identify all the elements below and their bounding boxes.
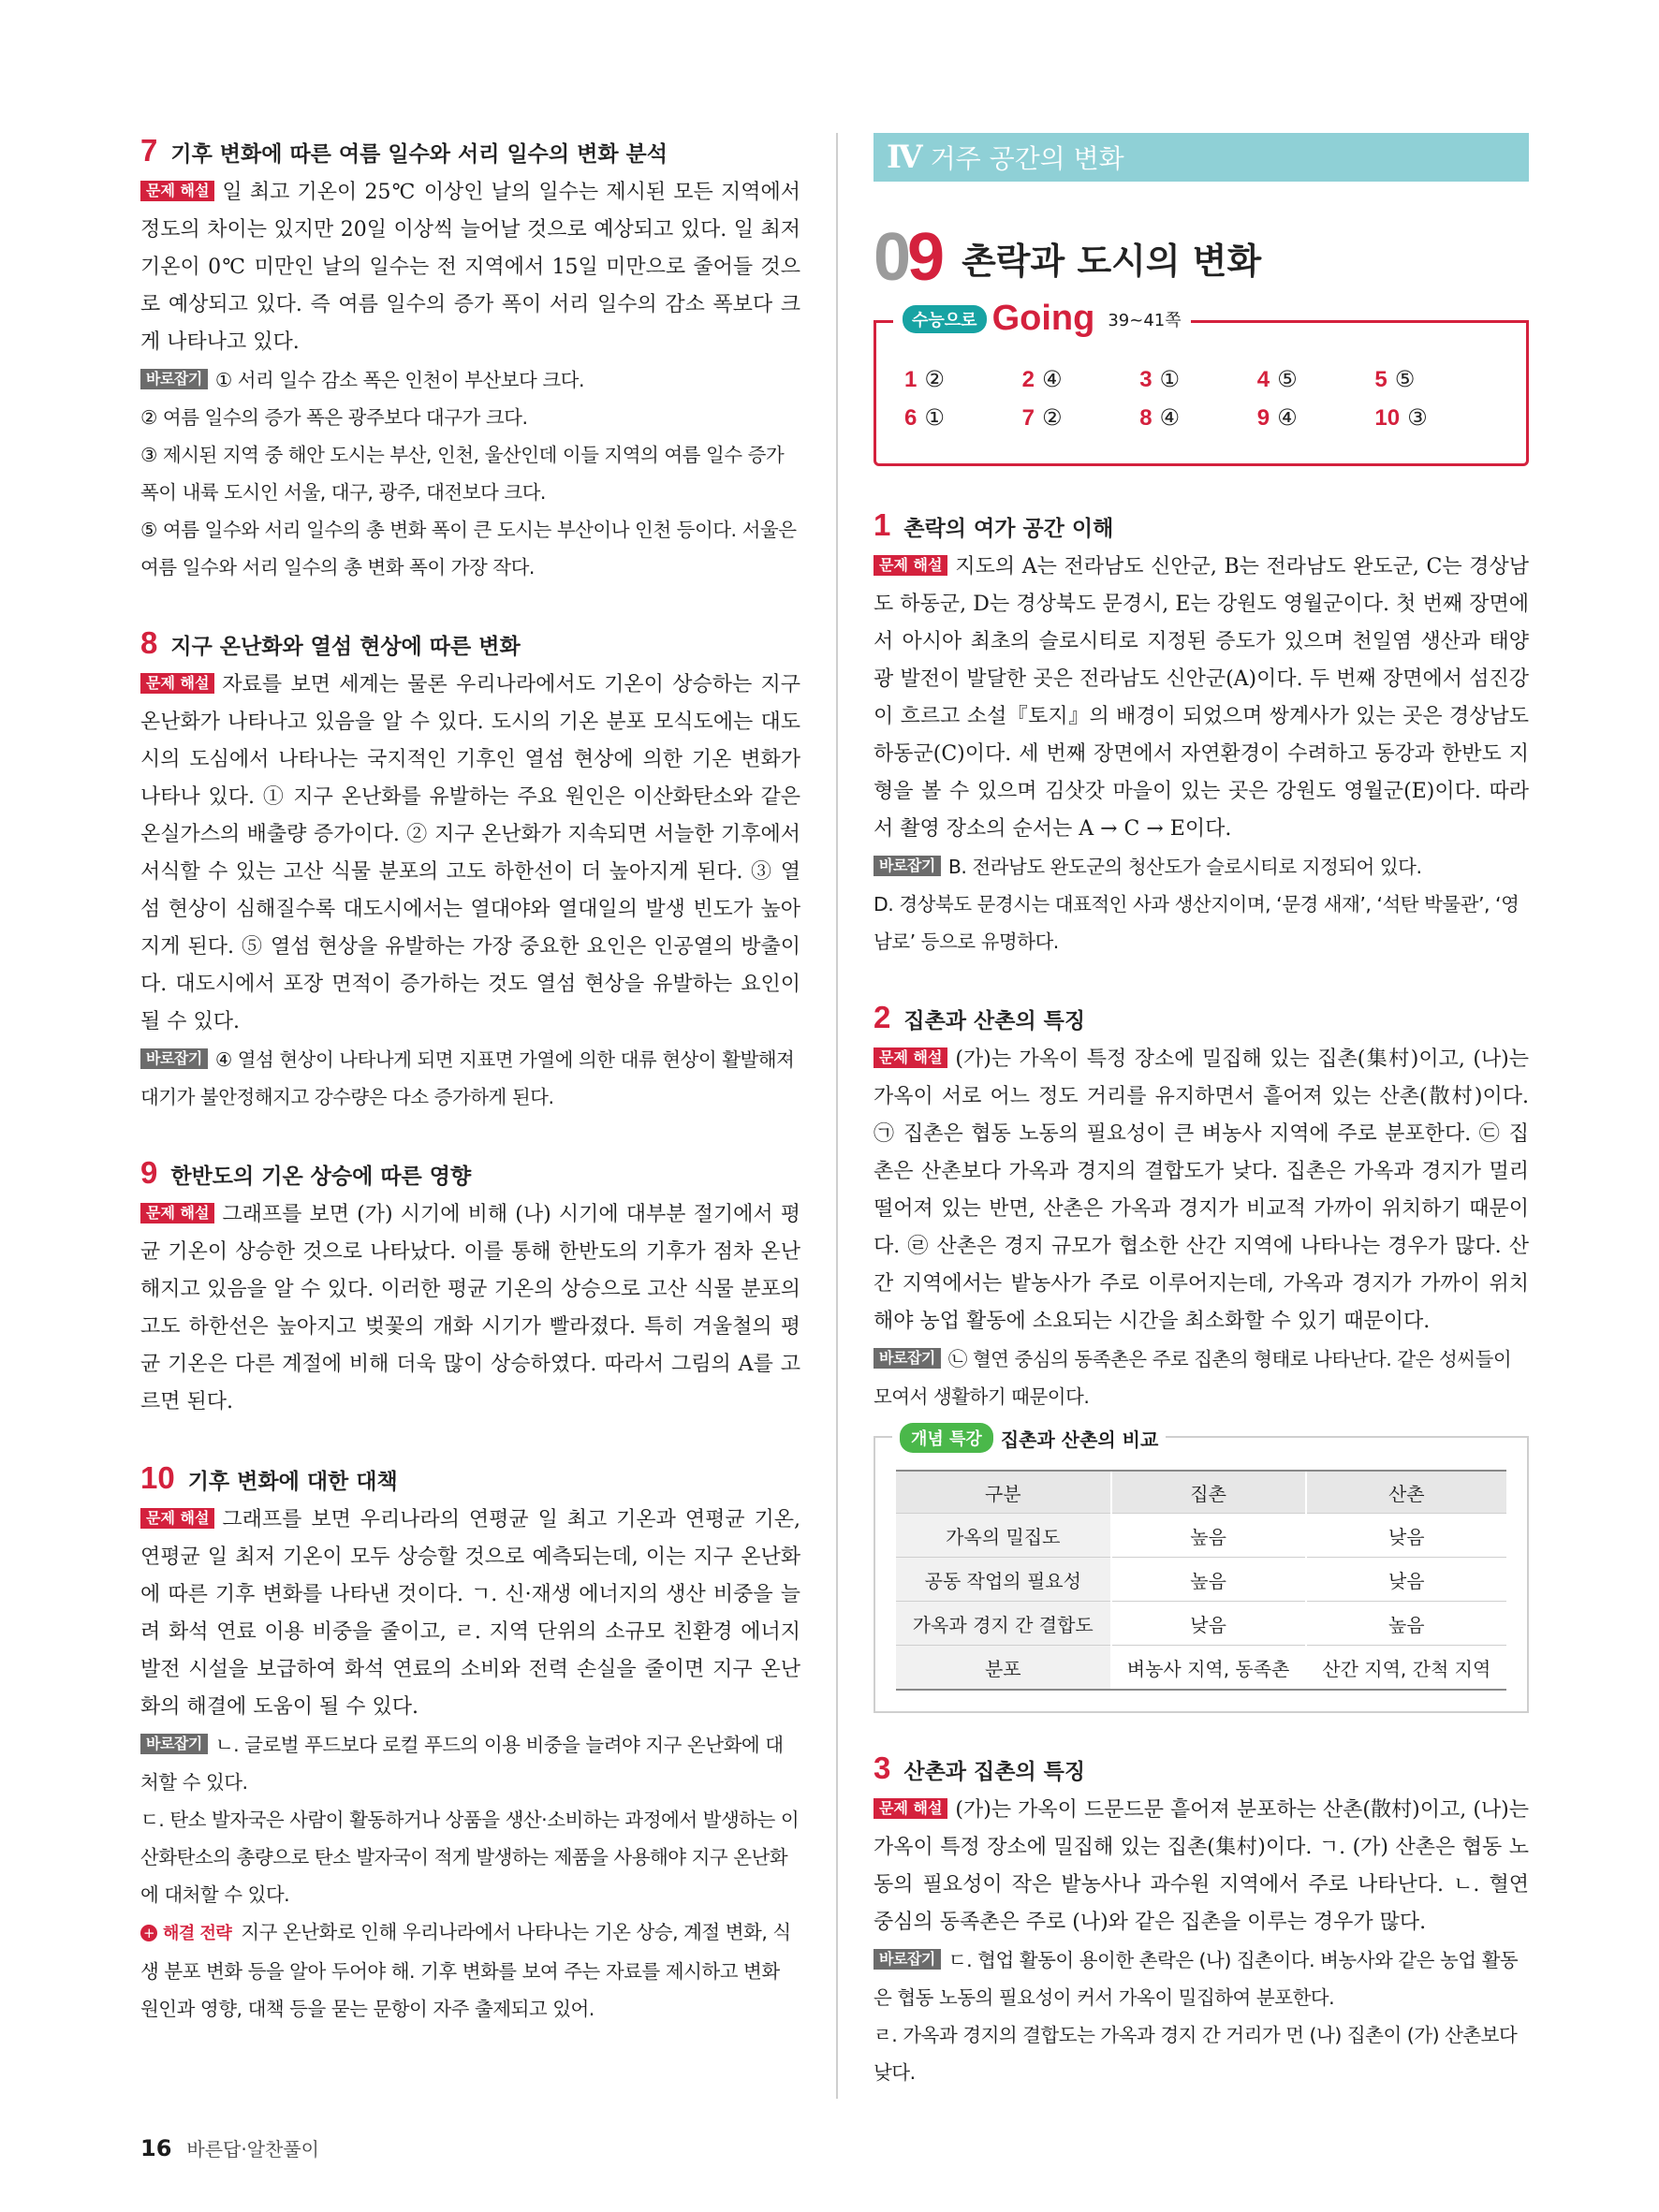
table-cell: 공동 작업의 필요성: [896, 1558, 1111, 1602]
question-number: 9: [140, 1155, 158, 1190]
explanation-text: (가)는 가옥이 드문드문 흩어져 분포하는 산촌(散村)이고, (나)는 가옥이 특정 장소에 밀집해 있는 집촌(集村)이다. ㄱ. (가) 산촌은 협동 노동의 필요성이 작은 밭농사나 과수원 지역에서 주로 나타난다. ㄴ. 혈연 중심의 동족촌은 주로 (나)와 같은 집촌을 이루는 경우가 많다.: [874, 1798, 1529, 1934]
page-number: 16: [140, 2135, 172, 2161]
correction-text: ⑤ 여름 일수와 서리 일수의 총 변화 폭이 큰 도시는 부산이나 인천 등이다. 서울은 여름 일수와 서리 일수의 총 변화 폭이 가장 작다.: [140, 519, 797, 579]
correction-tag: 바로잡기: [874, 1348, 941, 1369]
explanation-text: 자료를 보면 세계는 물론 우리나라에서도 기온이 상승하는 지구 온난화가 나타나고 있음을 알 수 있다. 도시의 기온 분포 모식도에는 대도시의 도심에서 나타나는 국지적인 기후인 열섬 현상에 의한 기온 변화가 나타나 있다. ① 지구 온난화를 유발하는 주요 원인은 이산화탄소와 같은 온실가스의 배출량 증가이다. ② 지구 온난화가 지속되면 서늘한 기후에서 서식할 수 있는 고산 식물 분포의 고도 하한선이 더 높아지게 된다. ③ 열섬 현상이 심해질수록 대도시에서는 열대야와 열대일의 발생 빈도가 높아지게 된다. ⑤ 열섬 현상을 유발하는 가장 중요한 요인은 인공열의 방출이다. 대도시에서 포장 면적이 증가하는 것도 열섬 현상을 유발하는 요인이 될 수 있다.: [140, 673, 800, 1033]
answer-number: 8: [1139, 405, 1152, 431]
correction-text: B. 전라남도 완도군의 청산도가 슬로시티로 지정되어 있다.: [947, 856, 1422, 878]
question-10: [140, 1460, 800, 2028]
question-title: 촌락의 여가 공간 이해: [903, 517, 1114, 541]
answer-item: [1374, 366, 1492, 393]
question-9: [140, 1155, 800, 1421]
strategy-tag: 해결 전략: [163, 1924, 232, 1943]
right-column: [874, 133, 1529, 2131]
answer-choice: ④: [1041, 366, 1063, 392]
answer-number: 10: [1374, 405, 1401, 431]
logo-pill: 수능으로: [903, 305, 987, 333]
answer-item: [1139, 366, 1257, 393]
answer-item: [1022, 366, 1140, 393]
correction-tag: 바로잡기: [874, 856, 941, 876]
table-cell: 낮음: [1306, 1514, 1506, 1558]
explain-tag: 문제 해설: [140, 1508, 214, 1529]
question-title: 기후 변화에 대한 대책: [187, 1470, 398, 1494]
correction-text: ㄷ. 협업 활동이 용이한 촌락은 (나) 집촌이다. 벼농사와 같은 농업 활동은 협동 노동의 필요성이 커서 가옥이 밀집하여 분포한다.: [874, 1949, 1519, 2009]
answer-choice: ④: [1277, 404, 1298, 431]
answer-number: 1: [904, 367, 918, 392]
answer-item: [1257, 404, 1375, 432]
explanation-text: 지도의 A는 전라남도 신안군, B는 전라남도 완도군, C는 경상남도 하동군, D는 경상북도 문경시, E는 강원도 영월군이다. 첫 번째 장면에서 아시아 최초의 슬로시티로 지정된 증도가 있으며 천일염 생산과 태양광 발전이 발달한 곳은 전라남도 신안군(A)이다. 두 번째 장면에서 섬진강이 흐르고 소설『토지』의 배경이 되었으며 쌍계사가 있는 곳은 경상남도 하동군(C)이다. 세 번째 장면에서 자연환경이 수려하고 동강과 한반도 지형을 볼 수 있으며 김삿갓 마을이 있는 곳은 강원도 영월군(E)이다. 따라서 촬영 장소의 순서는 A → C → E이다.: [874, 555, 1529, 841]
answer-choice: ①: [1159, 366, 1181, 392]
explain-tag: 문제 해설: [140, 1203, 214, 1223]
explanation-text: (가)는 가옥이 특정 장소에 밀집해 있는 집촌(集村)이고, (나)는 가옥이 서로 어느 정도 거리를 유지하면서 흩어져 있는 산촌(散村)이다. ㉠ 집촌은 협동 노동의 필요성이 큰 벼농사 지역에 주로 분포한다. ㉢ 집촌은 산촌보다 가옥과 경지의 결합도가 낮다. 집촌은 가옥과 경지가 멀리 떨어져 있는 반면, 산촌은 가옥과 경지가 비교적 가까이 위치하기 때문이다. ㉣ 산촌은 경지 규모가 협소한 산간 지역에 나타나는 경우가 많다. 산간 지역에서는 밭농사가 주로 이루어지는데, 가옥과 경지가 가까이 위치해야 농업 활동에 소요되는 시간을 최소화할 수 있기 때문이다.: [874, 1047, 1529, 1333]
answer-item: [1022, 404, 1140, 432]
question-number: 3: [874, 1751, 891, 1785]
column-divider: [836, 133, 838, 2099]
unit-number: [874, 219, 941, 296]
chapter-title: 거주 공간의 변화: [930, 143, 1124, 174]
answer-key-box: [874, 299, 1529, 466]
answer-number: 9: [1256, 405, 1270, 431]
strategy-note: [140, 1913, 800, 2028]
logo-word: Going: [991, 299, 1095, 338]
left-column: [140, 133, 800, 2067]
table-cell: 높음: [1111, 1514, 1306, 1558]
explain-tag: 문제 해설: [140, 181, 214, 201]
question-title: 기후 변화에 따른 여름 일수와 서리 일수의 변화 분석: [170, 142, 668, 167]
going-logo: [893, 299, 1191, 339]
answer-number: 6: [904, 405, 918, 431]
concept-box: [874, 1428, 1529, 1713]
answer-choice: ⑤: [1277, 366, 1298, 392]
table-cell: 높음: [1306, 1602, 1506, 1646]
question-2: [874, 1000, 1529, 1713]
table-cell: 가옥과 경지 간 결합도: [896, 1602, 1111, 1646]
answer-choice: ⑤: [1394, 366, 1416, 392]
table-cell: 벼농사 지역, 동족촌: [1111, 1646, 1306, 1691]
unit-number-digit: 0: [874, 220, 908, 295]
answer-grid: [904, 366, 1492, 432]
correction-tag: 바로잡기: [874, 1949, 941, 1970]
table-row: [896, 1514, 1506, 1558]
table-row: [896, 1646, 1506, 1691]
table-cell: 높음: [1111, 1558, 1306, 1602]
table-header: 산촌: [1306, 1471, 1506, 1514]
correction-text: ㄹ. 가옥과 경지의 결합도는 가옥과 경지 간 거리가 먼 (나) 집촌이 (가) 산촌보다 낮다.: [874, 2024, 1518, 2084]
question-number: 8: [140, 625, 158, 660]
question-title: 한반도의 기온 상승에 따른 영향: [170, 1165, 472, 1189]
question-number: 7: [140, 133, 158, 168]
correction-text: D. 경상북도 문경시는 대표적인 사과 생산지이며, ‘문경 새재’, ‘석탄 박물관’, ‘영남로’ 등으로 유명하다.: [874, 893, 1520, 953]
question-8: [140, 625, 800, 1116]
question-7: [140, 133, 800, 586]
correction-text: ④ 열섬 현상이 나타나게 되면 지표면 가열에 의한 대류 현상이 활발해져 대기가 불안정해지고 강수량은 다소 증가하게 된다.: [140, 1048, 795, 1108]
page-footer: [140, 2134, 319, 2161]
strategy-text: 지구 온난화로 인해 우리나라에서 나타나는 기온 상승, 계절 변화, 식생 분포 변화 등을 알아 두어야 해. 기후 변화를 보여 주는 자료를 제시하고 변화 원인과 영향, 대책 등을 묻는 문항이 자주 출제되고 있어.: [140, 1921, 791, 2020]
answer-item: [1374, 404, 1492, 432]
correction-text: ㄴ. 글로벌 푸드보다 로컬 푸드의 이용 비중을 늘려야 지구 온난화에 대처할 수 있다.: [140, 1734, 784, 1794]
correction-tag: 바로잡기: [140, 1048, 208, 1069]
concept-title: 집촌과 산촌의 비교: [1000, 1428, 1159, 1451]
unit-number-digit: 9: [907, 220, 942, 295]
concept-header: [892, 1423, 1166, 1453]
correction-tag: 바로잡기: [140, 369, 208, 389]
page-range: 39~41쪽: [1108, 310, 1182, 330]
comparison-table: [896, 1470, 1506, 1691]
question-title: 산촌과 집촌의 특징: [903, 1760, 1086, 1784]
explain-tag: 문제 해설: [874, 555, 947, 576]
question-title: 지구 온난화와 열섬 현상에 따른 변화: [170, 635, 521, 659]
unit-title: 촌락과 도시의 변화: [962, 240, 1262, 282]
question-3: [874, 1751, 1529, 2091]
explain-tag: 문제 해설: [874, 1047, 947, 1068]
plus-icon: +: [140, 1925, 157, 1941]
question-number: 10: [140, 1460, 175, 1495]
answer-number: 3: [1139, 367, 1152, 392]
table-cell: 낮음: [1111, 1602, 1306, 1646]
footer-title: 바른답·알찬풀이: [186, 2138, 320, 2161]
answer-choice: ④: [1159, 404, 1181, 431]
answer-choice: ①: [924, 404, 945, 431]
table-cell: 산간 지역, 간척 지역: [1306, 1646, 1506, 1691]
table-header: 집촌: [1111, 1471, 1306, 1514]
table-cell: 분포: [896, 1646, 1111, 1691]
answer-item: [904, 366, 1022, 393]
answer-item: [904, 404, 1022, 432]
correction-text: ② 여름 일수의 증가 폭은 광주보다 대구가 크다.: [140, 406, 528, 429]
correction-tag: 바로잡기: [140, 1734, 208, 1754]
question-number: 1: [874, 507, 891, 542]
correction-text: ㄷ. 탄소 발자국은 사람이 활동하거나 상품을 생산·소비하는 과정에서 발생하는 이산화탄소의 총량으로 탄소 발자국이 적게 발생하는 제품을 사용해야 지구 온난화에 대처할 수 있다.: [140, 1809, 800, 1906]
table-header: 구분: [896, 1471, 1111, 1514]
answer-choice: ②: [924, 366, 945, 392]
answer-choice: ③: [1407, 404, 1428, 431]
explanation-text: 그래프를 보면 (가) 시기에 비해 (나) 시기에 대부분 절기에서 평균 기온이 상승한 것으로 나타났다. 이를 통해 한반도의 기후가 점차 온난해지고 있음을 알 수 있다. 이러한 평균 기온의 상승으로 고산 식물 분포의 고도 하한선은 높아지고 벚꽃의 개화 시기가 빨라졌다. 특히 겨울철의 평균 기온은 다른 계절에 비해 더욱 많이 상승하였다. 따라서 그림의 A를 고르면 된다.: [140, 1203, 800, 1414]
table-row: [896, 1558, 1506, 1602]
explain-tag: 문제 해설: [874, 1798, 947, 1819]
table-row: [896, 1602, 1506, 1646]
chapter-number: Ⅳ: [887, 139, 923, 176]
answer-item: [1257, 366, 1375, 393]
answer-number: 5: [1374, 367, 1387, 392]
explanation-text: 그래프를 보면 우리나라의 연평균 일 최고 기온과 연평균 기온, 연평균 일 최저 기온이 모두 상승할 것으로 예측되는데, 이는 지구 온난화에 따른 기후 변화를 나타낸 것이다. ㄱ. 신·재생 에너지의 생산 비중을 늘려 화석 연료 이용 비중을 줄이고, ㄹ. 지역 단위의 소규모 친환경 에너지 발전 시설을 보급하여 화석 연료의 소비와 전력 손실을 줄이면 지구 온난화의 해결에 도움이 될 수 있다.: [140, 1508, 800, 1719]
table-header-row: [896, 1471, 1506, 1514]
explain-tag: 문제 해설: [140, 673, 214, 694]
correction-text: ㉡ 혈연 중심의 동족촌은 주로 집촌의 형태로 나타난다. 같은 성씨들이 모여서 생활하기 때문이다.: [874, 1348, 1512, 1408]
concept-tag: 개념 특강: [900, 1423, 993, 1453]
question-number: 2: [874, 1000, 891, 1034]
correction-text: ① 서리 일수 감소 폭은 인천이 부산보다 크다.: [214, 369, 584, 391]
correction-text: ③ 제시된 지역 중 해안 도시는 부산, 인천, 울산인데 이들 지역의 여름 일수 증가 폭이 내륙 도시인 서울, 대구, 광주, 대전보다 크다.: [140, 444, 785, 504]
table-cell: 낮음: [1306, 1558, 1506, 1602]
question-title: 집촌과 산촌의 특징: [903, 1009, 1086, 1033]
explanation-text: 일 최고 기온이 25℃ 이상인 날의 일수는 제시된 모든 지역에서 정도의 차이는 있지만 20일 이상씩 늘어날 것으로 예상되고 있다. 일 최저 기온이 0℃ 미만인 날의 일수는 전 지역에서 15일 미만으로 줄어들 것으로 예상되고 있다. 즉 여름 일수의 증가 폭이 서리 일수의 감소 폭보다 크게 나타나고 있다.: [140, 181, 800, 354]
answer-choice: ②: [1041, 404, 1063, 431]
answer-number: 4: [1256, 367, 1270, 392]
answer-item: [1139, 404, 1257, 432]
table-cell: 가옥의 밀집도: [896, 1514, 1111, 1558]
answer-number: 2: [1021, 367, 1035, 392]
chapter-banner: [874, 133, 1529, 182]
question-1: [874, 507, 1529, 960]
unit-header: [874, 219, 1529, 296]
answer-number: 7: [1021, 405, 1035, 431]
